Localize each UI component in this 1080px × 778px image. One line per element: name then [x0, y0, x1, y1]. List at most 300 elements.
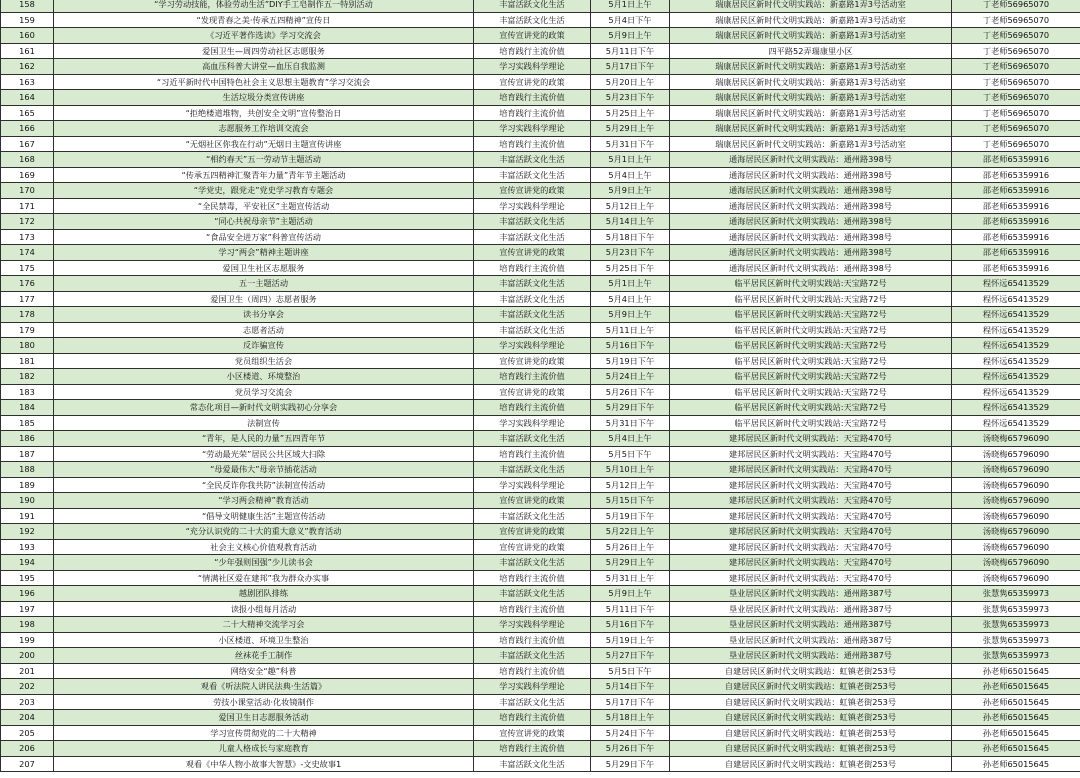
row-number-cell: 163 [1, 74, 54, 90]
table-row [1, 198, 1080, 214]
date-cell: 5月4日上午 [591, 291, 670, 307]
category-cell: 丰富活跃文化生活 [474, 694, 591, 710]
category-cell: 培育践行主流价值 [474, 400, 591, 416]
category-cell: 宣传宣讲党的政策 [474, 524, 591, 540]
table-body [1, 0, 1080, 772]
row-number-cell: 194 [1, 555, 54, 571]
activity-name-cell: “习近平新时代中国特色社会主义思想主题教育”学习交流会 [54, 74, 474, 90]
contact-cell: 丁老师56965070 [952, 12, 1080, 28]
table-row [1, 508, 1080, 524]
contact-cell: 程怀远65413529 [952, 369, 1080, 385]
row-number-cell: 200 [1, 648, 54, 664]
location-cell: 临平居民区新时代文明实践站:天宝路72号 [670, 415, 952, 431]
date-cell: 5月29日上午 [591, 121, 670, 137]
table-row [1, 694, 1080, 710]
contact-cell: 丁老师56965070 [952, 105, 1080, 121]
category-cell: 宣传宣讲党的政策 [474, 353, 591, 369]
date-cell: 5月23日下午 [591, 245, 670, 261]
row-number-cell: 181 [1, 353, 54, 369]
row-number-cell: 197 [1, 601, 54, 617]
date-cell: 5月10日上午 [591, 462, 670, 478]
category-cell: 学习实践科学理论 [474, 679, 591, 695]
table-row [1, 400, 1080, 416]
contact-cell: 丁老师56965070 [952, 59, 1080, 75]
category-cell: 宣传宣讲党的政策 [474, 539, 591, 555]
contact-cell: 丁老师56965070 [952, 43, 1080, 59]
category-cell: 学习实践科学理论 [474, 617, 591, 633]
contact-cell: 邵老师65359916 [952, 229, 1080, 245]
contact-cell: 邵老师65359916 [952, 245, 1080, 261]
date-cell: 5月1日上午 [591, 0, 670, 12]
contact-cell: 汤晓梅65796090 [952, 555, 1080, 571]
activity-name-cell: “学习两会精神”教育活动 [54, 493, 474, 509]
table-row [1, 12, 1080, 28]
date-cell: 5月17日下午 [591, 694, 670, 710]
category-cell: 培育践行主流价值 [474, 632, 591, 648]
location-cell: 瑞康居民区新时代文明实践站：新嘉路1弄3号活动室 [670, 105, 952, 121]
table-row [1, 28, 1080, 44]
activity-name-cell: 生活垃圾分类宣传讲座 [54, 90, 474, 106]
category-cell: 宣传宣讲党的政策 [474, 28, 591, 44]
date-cell: 5月22日上午 [591, 524, 670, 540]
contact-cell: 张慧隽65359973 [952, 632, 1080, 648]
date-cell: 5月11日下午 [591, 43, 670, 59]
table-row [1, 384, 1080, 400]
contact-cell: 汤晓梅65796090 [952, 493, 1080, 509]
category-cell: 丰富活跃文化生活 [474, 12, 591, 28]
date-cell: 5月4日下午 [591, 12, 670, 28]
row-number-cell: 198 [1, 617, 54, 633]
location-cell: 四平路52弄瑞康里小区 [670, 43, 952, 59]
location-cell: 垦业居民区新时代文明实践站：通州路387号 [670, 601, 952, 617]
contact-cell: 邵老师65359916 [952, 198, 1080, 214]
category-cell: 宣传宣讲党的政策 [474, 384, 591, 400]
row-number-cell: 182 [1, 369, 54, 385]
table-row [1, 663, 1080, 679]
location-cell: 自建居民区新时代文明实践站：虹镇老街253号 [670, 710, 952, 726]
table-row [1, 183, 1080, 199]
row-number-cell: 179 [1, 322, 54, 338]
table-row [1, 229, 1080, 245]
date-cell: 5月16日下午 [591, 617, 670, 633]
row-number-cell: 188 [1, 462, 54, 478]
row-number-cell: 184 [1, 400, 54, 416]
table-row [1, 291, 1080, 307]
row-number-cell: 189 [1, 477, 54, 493]
location-cell: 自建居民区新时代文明实践站：虹镇老街253号 [670, 725, 952, 741]
activity-name-cell: 观看《中华人物小故事大智慧》-文史故事1 [54, 756, 474, 772]
date-cell: 5月12日上午 [591, 198, 670, 214]
table-row [1, 121, 1080, 137]
date-cell: 5月19日下午 [591, 353, 670, 369]
activity-name-cell: 党员学习交流会 [54, 384, 474, 400]
location-cell: 临平居民区新时代文明实践站:天宝路72号 [670, 353, 952, 369]
table-row [1, 648, 1080, 664]
table-row [1, 586, 1080, 602]
contact-cell: 张慧隽65359973 [952, 617, 1080, 633]
contact-cell: 程怀远65413529 [952, 415, 1080, 431]
activity-name-cell: 反诈骗宣传 [54, 338, 474, 354]
activity-name-cell: 五一主题活动 [54, 276, 474, 292]
table-row [1, 710, 1080, 726]
table-row [1, 0, 1080, 12]
category-cell: 宣传宣讲党的政策 [474, 74, 591, 90]
location-cell: 通海居民区新时代文明实践站：通州路398号 [670, 167, 952, 183]
row-number-cell: 203 [1, 694, 54, 710]
row-number-cell: 170 [1, 183, 54, 199]
date-cell: 5月9日上午 [591, 28, 670, 44]
table-row [1, 477, 1080, 493]
activity-name-cell: 法制宣传 [54, 415, 474, 431]
table-row [1, 741, 1080, 757]
category-cell: 丰富活跃文化生活 [474, 648, 591, 664]
contact-cell: 汤晓梅65796090 [952, 524, 1080, 540]
location-cell: 垦业居民区新时代文明实践站：通州路387号 [670, 632, 952, 648]
category-cell: 宣传宣讲党的政策 [474, 245, 591, 261]
location-cell: 建邦居民区新时代文明实践站：天宝路470号 [670, 446, 952, 462]
location-cell: 瑞康居民区新时代文明实践站：新嘉路1弄3号活动室 [670, 59, 952, 75]
category-cell: 培育践行主流价值 [474, 90, 591, 106]
date-cell: 5月19日上午 [591, 632, 670, 648]
activity-name-cell: 党员组织生活会 [54, 353, 474, 369]
date-cell: 5月11日上午 [591, 322, 670, 338]
activity-name-cell: 爱国卫生—周四劳动社区志愿服务 [54, 43, 474, 59]
activity-name-cell: 二十大精神交流学习会 [54, 617, 474, 633]
table-row [1, 245, 1080, 261]
location-cell: 临平居民区新时代文明实践站:天宝路72号 [670, 384, 952, 400]
contact-cell: 孙老师65015645 [952, 710, 1080, 726]
row-number-cell: 162 [1, 59, 54, 75]
row-number-cell: 190 [1, 493, 54, 509]
row-number-cell: 161 [1, 43, 54, 59]
location-cell: 建邦居民区新时代文明实践站：天宝路470号 [670, 524, 952, 540]
activity-name-cell: 丝袜花手工制作 [54, 648, 474, 664]
activity-name-cell: 爱国卫生日志愿服务活动 [54, 710, 474, 726]
contact-cell: 邵老师65359916 [952, 260, 1080, 276]
row-number-cell: 172 [1, 214, 54, 230]
table-row [1, 679, 1080, 695]
location-cell: 临平居民区新时代文明实践站:天宝路72号 [670, 322, 952, 338]
table-row [1, 167, 1080, 183]
date-cell: 5月14日下午 [591, 679, 670, 695]
category-cell: 培育践行主流价值 [474, 710, 591, 726]
category-cell: 丰富活跃文化生活 [474, 214, 591, 230]
category-cell: 丰富活跃文化生活 [474, 322, 591, 338]
activity-name-cell: 读报小组每月活动 [54, 601, 474, 617]
location-cell: 瑞康居民区新时代文明实践站：新嘉路1弄3号活动室 [670, 121, 952, 137]
location-cell: 通海居民区新时代文明实践站：通州路398号 [670, 198, 952, 214]
contact-cell: 张慧隽65359973 [952, 586, 1080, 602]
row-number-cell: 195 [1, 570, 54, 586]
activity-name-cell: “少年强则国强”少儿读书会 [54, 555, 474, 571]
date-cell: 5月27日下午 [591, 648, 670, 664]
contact-cell: 程怀远65413529 [952, 338, 1080, 354]
date-cell: 5月9日上午 [591, 586, 670, 602]
activity-name-cell: “拒绝楼道堆物，共创安全文明”宣传整治日 [54, 105, 474, 121]
location-cell: 临平居民区新时代文明实践站:天宝路72号 [670, 307, 952, 323]
row-number-cell: 177 [1, 291, 54, 307]
activity-name-cell: “同心共祝母亲节”主题活动 [54, 214, 474, 230]
location-cell: 垦业居民区新时代文明实践站：通州路387号 [670, 617, 952, 633]
activity-name-cell: “全民禁毒，平安社区”主题宣传活动 [54, 198, 474, 214]
table-row [1, 322, 1080, 338]
location-cell: 建邦居民区新时代文明实践站：天宝路470号 [670, 493, 952, 509]
table-row [1, 539, 1080, 555]
row-number-cell: 176 [1, 276, 54, 292]
contact-cell: 邵老师65359916 [952, 214, 1080, 230]
activity-name-cell: 高血压科普大讲堂—血压自我监测 [54, 59, 474, 75]
date-cell: 5月24日上午 [591, 369, 670, 385]
category-cell: 培育践行主流价值 [474, 43, 591, 59]
table-row [1, 260, 1080, 276]
table-row [1, 493, 1080, 509]
activity-name-cell: 观看《听法院人讲民法典·生活篇》 [54, 679, 474, 695]
category-cell: 宣传宣讲党的政策 [474, 183, 591, 199]
row-number-cell: 169 [1, 167, 54, 183]
location-cell: 通海居民区新时代文明实践站：通州路398号 [670, 229, 952, 245]
date-cell: 5月29日下午 [591, 756, 670, 772]
table-row [1, 74, 1080, 90]
activity-name-cell: “全民反诈你我共防”法制宣传活动 [54, 477, 474, 493]
table-row [1, 725, 1080, 741]
activity-name-cell: 小区楼道、环境整治 [54, 369, 474, 385]
activity-name-cell: “青年，是人民的力量”五四青年节 [54, 431, 474, 447]
contact-cell: 汤晓梅65796090 [952, 477, 1080, 493]
table-row [1, 338, 1080, 354]
activity-name-cell: “传承五四精神汇聚青年力量”青年节主题活动 [54, 167, 474, 183]
category-cell: 培育践行主流价值 [474, 663, 591, 679]
category-cell: 丰富活跃文化生活 [474, 152, 591, 168]
contact-cell: 张慧隽65359973 [952, 648, 1080, 664]
date-cell: 5月29日下午 [591, 400, 670, 416]
category-cell: 丰富活跃文化生活 [474, 462, 591, 478]
row-number-cell: 173 [1, 229, 54, 245]
date-cell: 5月18日上午 [591, 710, 670, 726]
location-cell: 通海居民区新时代文明实践站：通州路398号 [670, 260, 952, 276]
row-number-cell: 175 [1, 260, 54, 276]
date-cell: 5月18日下午 [591, 229, 670, 245]
category-cell: 学习实践科学理论 [474, 338, 591, 354]
date-cell: 5月1日上午 [591, 152, 670, 168]
table-row [1, 152, 1080, 168]
contact-cell: 汤晓梅65796090 [952, 570, 1080, 586]
location-cell: 垦业居民区新时代文明实践站：通州路387号 [670, 586, 952, 602]
location-cell: 自建居民区新时代文明实践站：虹镇老街253号 [670, 741, 952, 757]
activity-name-cell: 志愿服务工作培训交流会 [54, 121, 474, 137]
location-cell: 建邦居民区新时代文明实践站：天宝路470号 [670, 462, 952, 478]
category-cell: 培育践行主流价值 [474, 446, 591, 462]
category-cell: 培育践行主流价值 [474, 369, 591, 385]
date-cell: 5月26日上午 [591, 539, 670, 555]
date-cell: 5月25日下午 [591, 260, 670, 276]
location-cell: 瑞康居民区新时代文明实践站：新嘉路1弄3号活动室 [670, 136, 952, 152]
activity-name-cell: 常态化项目—新时代文明实践初心分享会 [54, 400, 474, 416]
table-row [1, 214, 1080, 230]
contact-cell: 丁老师56965070 [952, 28, 1080, 44]
activity-name-cell: 社会主义核心价值观教育活动 [54, 539, 474, 555]
row-number-cell: 192 [1, 524, 54, 540]
activity-name-cell: 越剧团队排练 [54, 586, 474, 602]
table-row [1, 415, 1080, 431]
date-cell: 5月26日下午 [591, 741, 670, 757]
date-cell: 5月11日下午 [591, 601, 670, 617]
location-cell: 瑞康居民区新时代文明实践站：新嘉路1弄3号活动室 [670, 0, 952, 12]
activity-name-cell: “学党史，跟党走”党史学习教育专题会 [54, 183, 474, 199]
location-cell: 建邦居民区新时代文明实践站：天宝路470号 [670, 570, 952, 586]
table-row [1, 136, 1080, 152]
row-number-cell: 202 [1, 679, 54, 695]
table-row [1, 570, 1080, 586]
location-cell: 临平居民区新时代文明实践站:天宝路72号 [670, 291, 952, 307]
activity-name-cell: “情满社区爱在建邦”我为群众办实事 [54, 570, 474, 586]
activity-name-cell: “相约春天”五一劳动节主题活动 [54, 152, 474, 168]
date-cell: 5月15日下午 [591, 493, 670, 509]
location-cell: 瑞康居民区新时代文明实践站：新嘉路1弄3号活动室 [670, 74, 952, 90]
row-number-cell: 183 [1, 384, 54, 400]
date-cell: 5月19日下午 [591, 508, 670, 524]
category-cell: 丰富活跃文化生活 [474, 555, 591, 571]
contact-cell: 邵老师65359916 [952, 152, 1080, 168]
table-row [1, 105, 1080, 121]
location-cell: 自建居民区新时代文明实践站：虹镇老街253号 [670, 679, 952, 695]
activity-name-cell: “学习劳动技能，体验劳动生活”DIY手工皂制作五一特别活动 [54, 0, 474, 12]
contact-cell: 邵老师65359916 [952, 167, 1080, 183]
location-cell: 建邦居民区新时代文明实践站：天宝路470号 [670, 555, 952, 571]
row-number-cell: 205 [1, 725, 54, 741]
category-cell: 学习实践科学理论 [474, 121, 591, 137]
contact-cell: 孙老师65015645 [952, 663, 1080, 679]
contact-cell: 丁老师56965070 [952, 90, 1080, 106]
contact-cell: 程怀远65413529 [952, 353, 1080, 369]
category-cell: 培育践行主流价值 [474, 260, 591, 276]
row-number-cell: 168 [1, 152, 54, 168]
location-cell: 建邦居民区新时代文明实践站：天宝路470号 [670, 477, 952, 493]
row-number-cell: 201 [1, 663, 54, 679]
contact-cell: 汤晓梅65796090 [952, 508, 1080, 524]
contact-cell: 程怀远65413529 [952, 384, 1080, 400]
activity-name-cell: “充分认识党的二十大的重大意义”教育活动 [54, 524, 474, 540]
activity-name-cell: “无烟社区你我在行动”无烟日主题宣传讲座 [54, 136, 474, 152]
category-cell: 培育践行主流价值 [474, 601, 591, 617]
date-cell: 5月26日下午 [591, 384, 670, 400]
table-row [1, 43, 1080, 59]
contact-cell: 孙老师65015645 [952, 725, 1080, 741]
contact-cell: 汤晓梅65796090 [952, 431, 1080, 447]
contact-cell: 程怀远65413529 [952, 400, 1080, 416]
table-row [1, 555, 1080, 571]
contact-cell: 程怀远65413529 [952, 291, 1080, 307]
table-row [1, 59, 1080, 75]
category-cell: 丰富活跃文化生活 [474, 307, 591, 323]
table-row [1, 307, 1080, 323]
row-number-cell: 204 [1, 710, 54, 726]
contact-cell: 张慧隽65359973 [952, 601, 1080, 617]
date-cell: 5月23日下午 [591, 90, 670, 106]
category-cell: 丰富活跃文化生活 [474, 431, 591, 447]
contact-cell: 丁老师56965070 [952, 74, 1080, 90]
date-cell: 5月12日上午 [591, 477, 670, 493]
row-number-cell: 191 [1, 508, 54, 524]
row-number-cell: 160 [1, 28, 54, 44]
contact-cell: 孙老师65015645 [952, 694, 1080, 710]
activity-name-cell: 志愿者活动 [54, 322, 474, 338]
location-cell: 建邦居民区新时代文明实践站：天宝路470号 [670, 539, 952, 555]
location-cell: 通海居民区新时代文明实践站：通州路398号 [670, 183, 952, 199]
category-cell: 丰富活跃文化生活 [474, 756, 591, 772]
table-row [1, 632, 1080, 648]
row-number-cell: 166 [1, 121, 54, 137]
category-cell: 学习实践科学理论 [474, 415, 591, 431]
contact-cell: 汤晓梅65796090 [952, 539, 1080, 555]
contact-cell: 程怀远65413529 [952, 322, 1080, 338]
date-cell: 5月31日下午 [591, 136, 670, 152]
activity-name-cell: “发现青春之美·传承五四精神”宣传日 [54, 12, 474, 28]
category-cell: 学习实践科学理论 [474, 477, 591, 493]
table-row [1, 756, 1080, 772]
date-cell: 5月24日下午 [591, 725, 670, 741]
row-number-cell: 159 [1, 12, 54, 28]
category-cell: 宣传宣讲党的政策 [474, 493, 591, 509]
table-row [1, 431, 1080, 447]
date-cell: 5月9日上午 [591, 307, 670, 323]
contact-cell: 汤晓梅65796090 [952, 462, 1080, 478]
table-row [1, 524, 1080, 540]
contact-cell: 丁老师56965070 [952, 136, 1080, 152]
category-cell: 培育践行主流价值 [474, 570, 591, 586]
date-cell: 5月1日上午 [591, 276, 670, 292]
row-number-cell: 180 [1, 338, 54, 354]
table-row [1, 601, 1080, 617]
date-cell: 5月5日下午 [591, 663, 670, 679]
category-cell: 学习实践科学理论 [474, 198, 591, 214]
activity-name-cell: 劳技小课堂活动·化妆镜制作 [54, 694, 474, 710]
date-cell: 5月4日上午 [591, 431, 670, 447]
category-cell: 培育践行主流价值 [474, 136, 591, 152]
location-cell: 通海居民区新时代文明实践站：通州路398号 [670, 152, 952, 168]
location-cell: 临平居民区新时代文明实践站:天宝路72号 [670, 400, 952, 416]
location-cell: 临平居民区新时代文明实践站:天宝路72号 [670, 369, 952, 385]
contact-cell: 汤晓梅65796090 [952, 446, 1080, 462]
contact-cell: 邵老师65359916 [952, 183, 1080, 199]
row-number-cell: 187 [1, 446, 54, 462]
table-row [1, 90, 1080, 106]
contact-cell: 孙老师65015645 [952, 679, 1080, 695]
date-cell: 5月16日下午 [591, 338, 670, 354]
row-number-cell: 206 [1, 741, 54, 757]
table-row [1, 446, 1080, 462]
date-cell: 5月31日上午 [591, 570, 670, 586]
date-cell: 5月9日上午 [591, 183, 670, 199]
category-cell: 丰富活跃文化生活 [474, 167, 591, 183]
row-number-cell: 178 [1, 307, 54, 323]
row-number-cell: 196 [1, 586, 54, 602]
row-number-cell: 174 [1, 245, 54, 261]
row-number-cell: 207 [1, 756, 54, 772]
activity-name-cell: 《习近平著作选读》学习交流会 [54, 28, 474, 44]
activity-name-cell: “食品安全进万家”科普宣传活动 [54, 229, 474, 245]
table-row [1, 353, 1080, 369]
contact-cell: 程怀远65413529 [952, 307, 1080, 323]
date-cell: 5月29日上午 [591, 555, 670, 571]
table-row [1, 617, 1080, 633]
category-cell: 丰富活跃文化生活 [474, 229, 591, 245]
contact-cell: 丁老师56965070 [952, 121, 1080, 137]
activity-name-cell: 儿童人格成长与家庭教育 [54, 741, 474, 757]
activity-name-cell: 爱国卫生社区志愿服务 [54, 260, 474, 276]
row-number-cell: 171 [1, 198, 54, 214]
category-cell: 宣传宣讲党的政策 [474, 725, 591, 741]
contact-cell: 孙老师65015645 [952, 756, 1080, 772]
